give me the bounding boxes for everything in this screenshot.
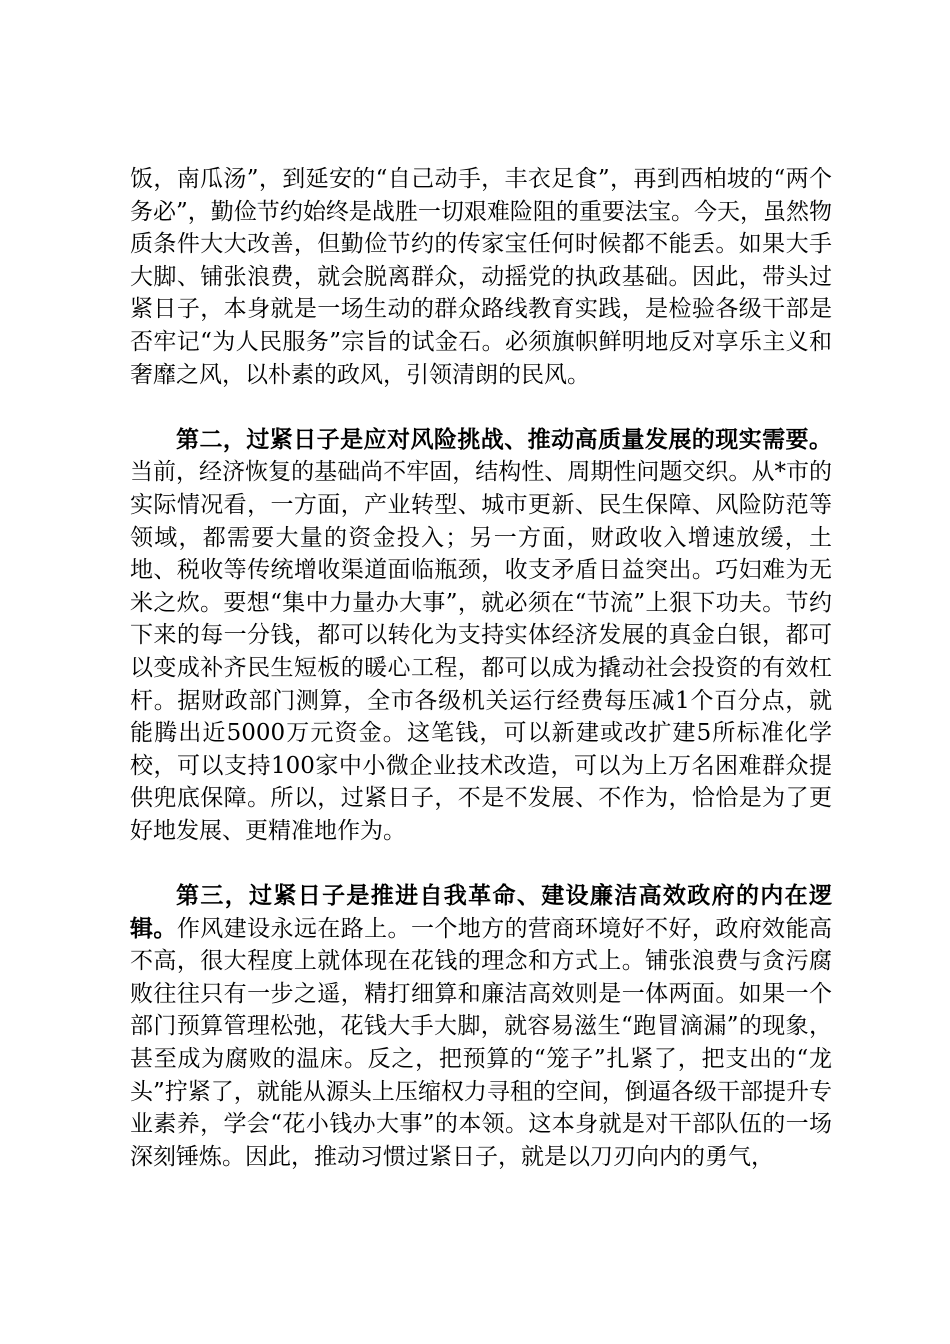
paragraph-1 xyxy=(130,163,832,391)
paragraph-2-text: 当前，经济恢复的基础尚不牢固，结构性、周期性问题交织。从*市的实际情况看，一方面，产业转型、城市更新、民生保障、风险防范等领域，都需要大量的资金投入；另一方面，财政收入增速放缓，土地、税收等传统增收渠道面临瓶颈，收支矛盾日益突出。巧妇难为无米之炊。要想“集中力量办大事”，就必须在“节流”上狠下功夫。节约下来的每一分钱，都可以转化为支持实体经济发展的真金白银，都可以变成补齐民生短板的暖心工程，都可以成为撬动社会投资的有效杠杆。据财政部门测算，全市各级机关运行经费每压减1个百分点，就能腾出近5000万元资金。这笔钱，可以新建或改扩建5所标准化学校，可以支持100家中小微企业技术改造，可以为上万名困难群众提供兜底保障。所以，过紧日子，不是不发展、不作为，恰恰是为了更好地发展、更精准地作为。 xyxy=(130,459,832,844)
document-body xyxy=(130,163,832,1173)
paragraph-2-lead: 第二，过紧日子是应对风险挑战、推动高质量发展的现实需要。 xyxy=(176,425,832,453)
paragraph-3-lead: 第三，过紧日子是推进自我革命、建设廉洁高效政府的内在逻辑。 xyxy=(130,882,832,942)
paragraph-1-text: 饭，南瓜汤”，到延安的“自己动手，丰衣足食”，再到西柏坡的“两个务必”，勤俭节约始终是战胜一切艰难险阻的重要法宝。今天，虽然物质条件大大改善，但勤俭节约的传家宝任何时候都不能丢。如果大手大脚、铺张浪费，就会脱离群众，动摇党的执政基础。因此，带头过紧日子，本身就是一场生动的群众路线教育实践，是检验各级干部是否牢记“为人民服务”宗旨的试金石。必须旗帜鲜明地反对享乐主义和奢靡之风，以朴素的政风，引领清朗的民风。 xyxy=(130,166,832,388)
paragraph-2 xyxy=(130,424,832,848)
paragraph-3-text: 作风建设永远在路上。一个地方的营商环境好不好，政府效能高不高，很大程度上就体现在花钱的理念和方式上。铺张浪费与贪污腐败往往只有一步之遥，精打细算和廉洁高效则是一体两面。如果一个部门预算管理松弛，花钱大手大脚，就容易滋生“跑冒滴漏”的现象，甚至成为腐败的温床。反之，把预算的“笼子”扎紧了，把支出的“龙头”拧紧了，就能从源头上压缩权力寻租的空间，倒逼各级干部提升专业素养，学会“花小钱办大事”的本领。这本身就是对干部队伍的一场深刻锤炼。因此，推动习惯过紧日子，就是以刀刃向内的勇气， xyxy=(130,915,833,1170)
paragraph-3 xyxy=(130,880,832,1173)
